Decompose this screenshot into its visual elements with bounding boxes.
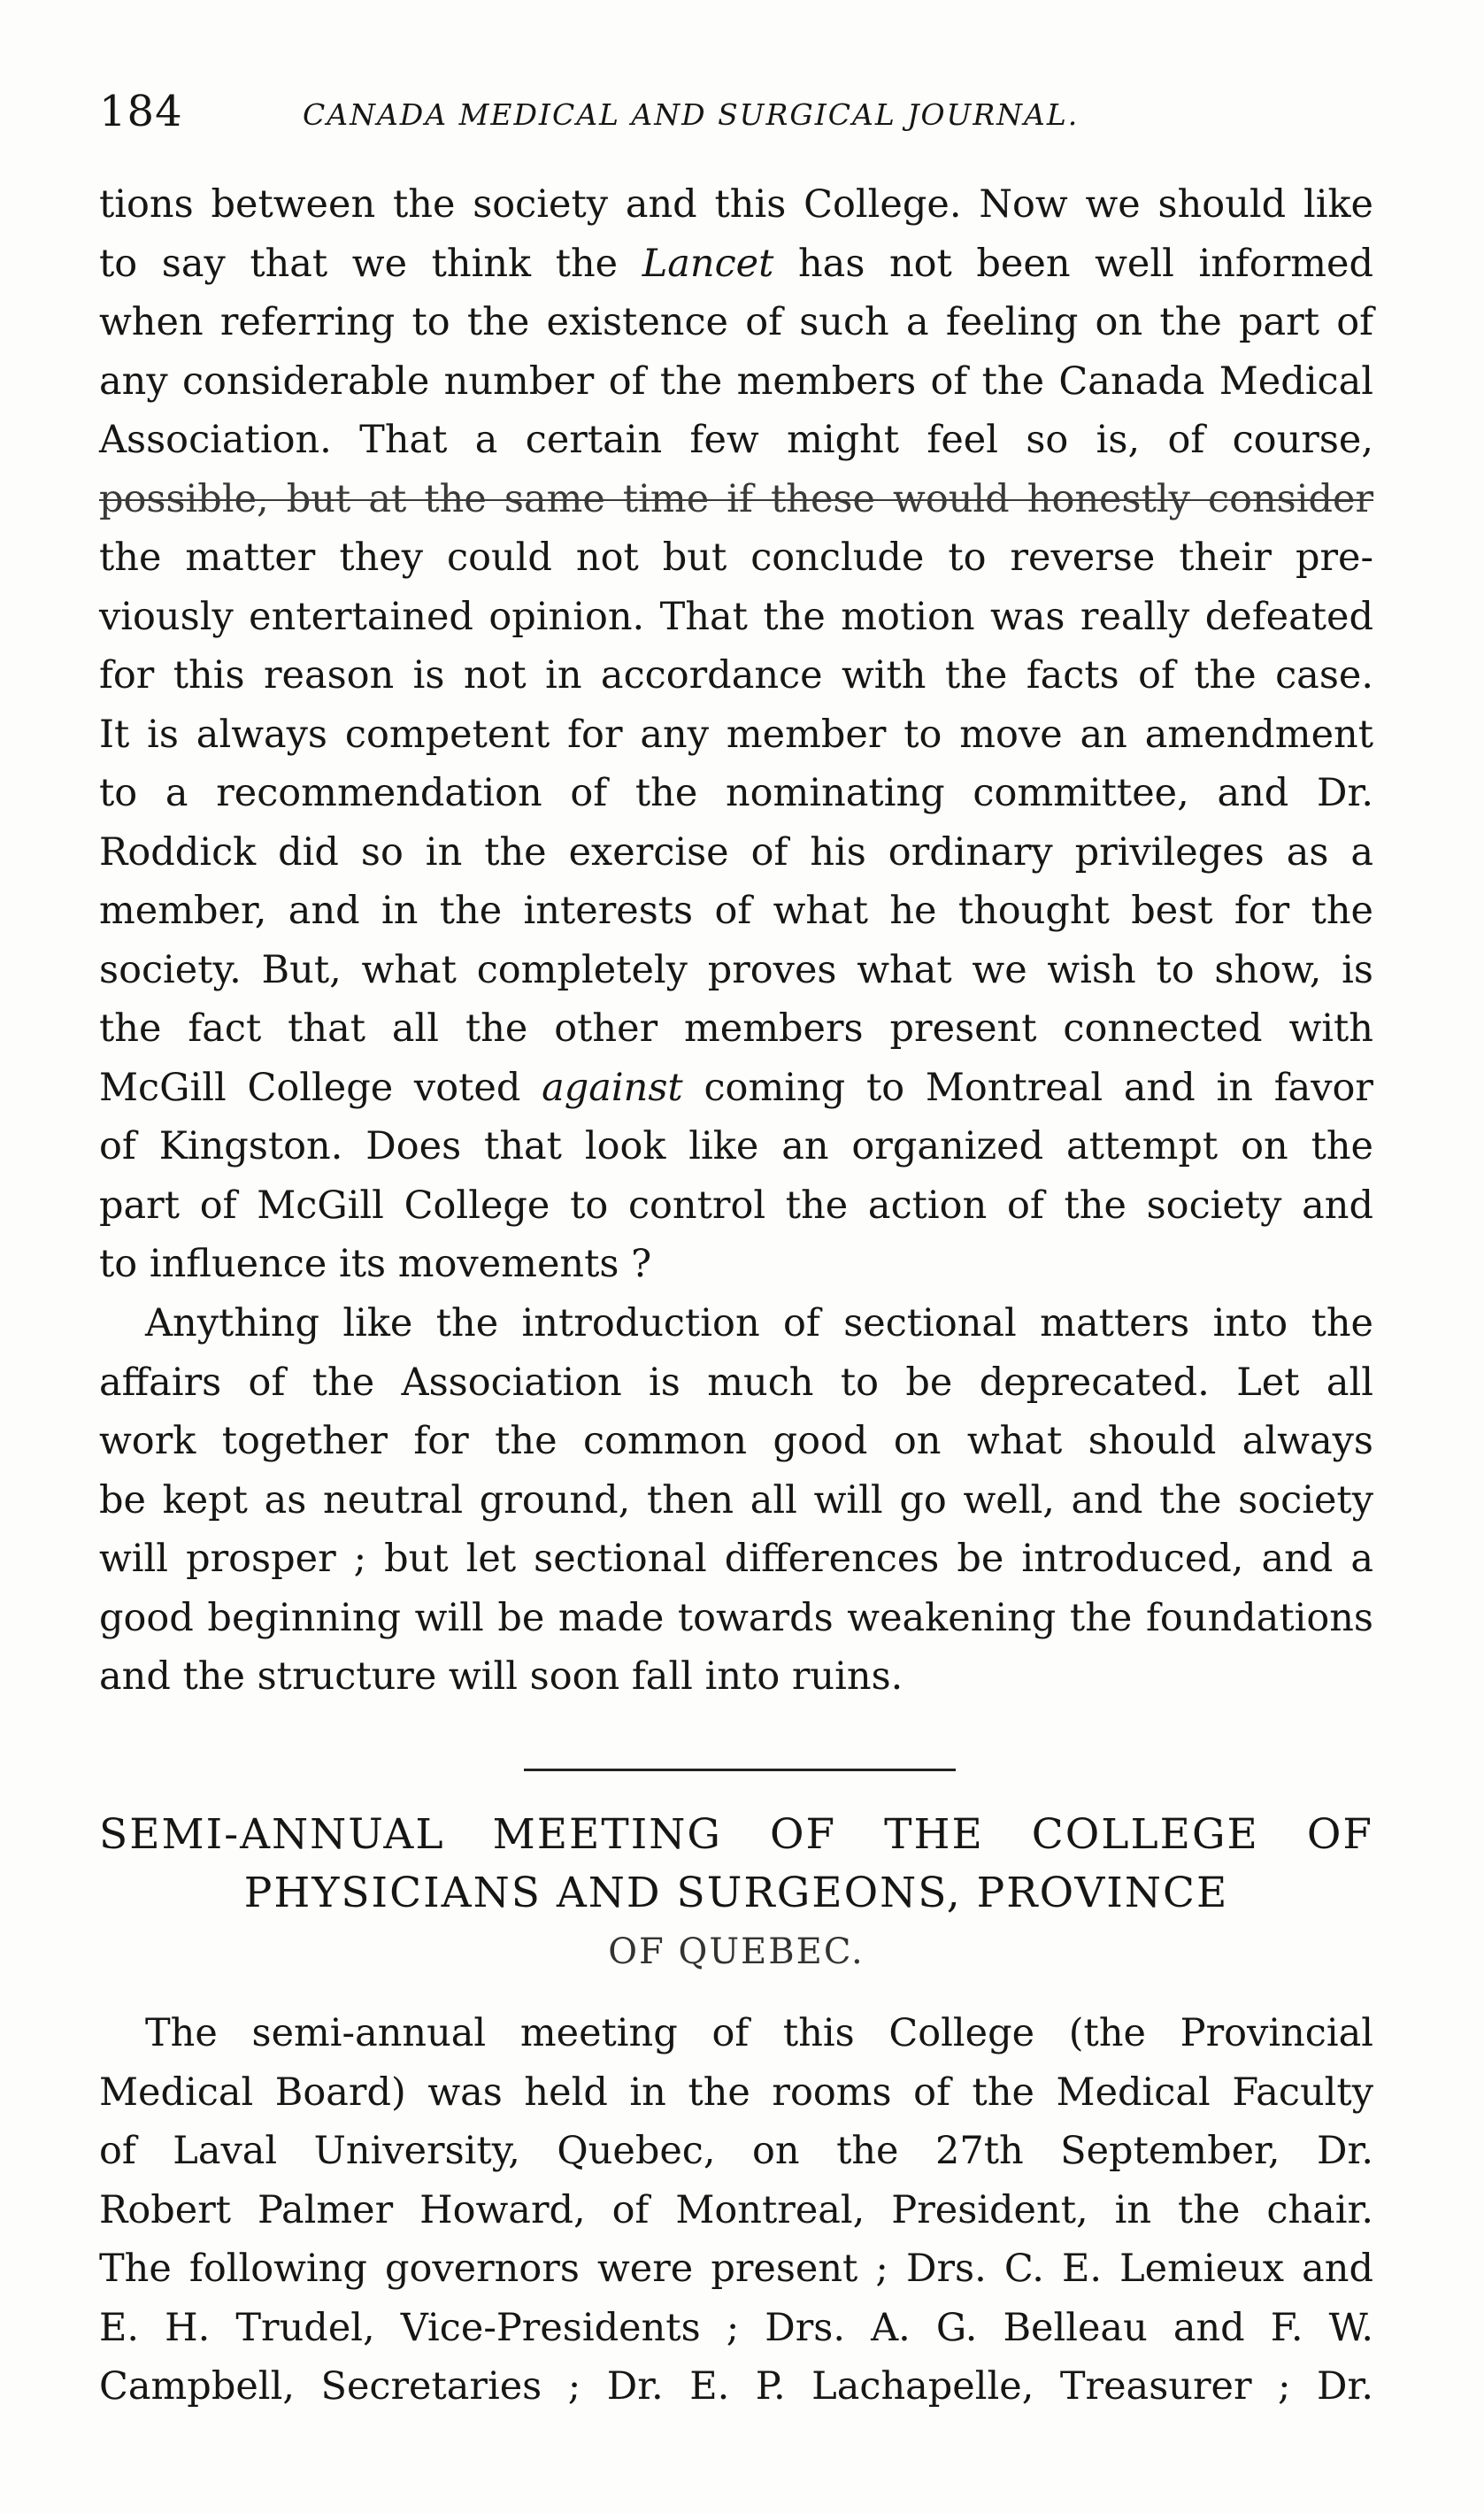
text-line: The following governors were present ; Drs. C. E. Lemieux and: [99, 2247, 1373, 2291]
text-line: be kept as neutral ground, then all will go well, and the society: [99, 1477, 1373, 1522]
text-line: work together for the common good on what should always: [99, 1419, 1373, 1463]
text-line: [99, 1059, 1373, 1118]
text-line: will prosper ; but let sectional differences be introduced, and a: [99, 1537, 1373, 1581]
heading-line: PHYSICIANS AND SURGEONS, PROVINCE: [243, 1869, 1229, 1917]
struck-text-line: possible, but at the same time if these would honestly consider: [99, 476, 1373, 521]
editorial-paragraph-2: [99, 1294, 1373, 1707]
text-line: of Kingston. Does that look like an organized attempt on the: [99, 1124, 1373, 1168]
text-segment: has not been well informed: [773, 241, 1373, 286]
text-line: Campbell, Secretaries ; Dr. E. P. Lachapelle, Treasurer ; Dr.: [99, 2364, 1373, 2409]
section-heading: [99, 1806, 1373, 1981]
text-line: affairs of the Association is much to be deprecated. Let all: [99, 1360, 1373, 1405]
text-segment: coming to Montreal and in favor: [682, 1065, 1373, 1110]
text-line: society. But, what completely proves what we wish to show, is: [99, 947, 1373, 992]
text-line: It is always competent for any member to move an amendment: [99, 712, 1373, 757]
text-line: Medical Board) was held in the rooms of the Medical Faculty: [99, 2070, 1373, 2115]
text-line: when referring to the existence of such a feeling on the part of: [99, 300, 1373, 344]
page-number: 184: [99, 87, 183, 136]
italic-title-lancet: Lancet: [642, 241, 774, 286]
text-line: good beginning will be made towards weakening the foundations: [99, 1595, 1373, 1640]
section-divider: [524, 1769, 956, 1771]
text-line: the fact that all the other members present connected with: [99, 1006, 1373, 1051]
text-line: [99, 235, 1373, 294]
heading-line: OF QUEBEC.: [608, 1931, 865, 1972]
text-line: to a recommendation of the nominating committee, and Dr.: [99, 771, 1373, 815]
text-line: viously entertained opinion. That the motion was really defeated: [99, 594, 1373, 639]
italic-word-against: against: [542, 1065, 683, 1110]
text-line: any considerable number of the members of the Canada Medical: [99, 358, 1373, 404]
text-line: tions between the society and this College. Now we should like: [99, 182, 1373, 227]
text-line: of Laval University, Quebec, on the 27th September, Dr.: [99, 2129, 1373, 2173]
text-line: and the structure will soon fall into ruins.: [99, 1654, 903, 1699]
text-line: Robert Palmer Howard, of Montreal, President, in the chair.: [99, 2187, 1373, 2232]
text-line: Roddick did so in the exercise of his ordinary privileges as a: [99, 829, 1373, 875]
text-line: E. H. Trudel, Vice-Presidents ; Drs. A. G. Belleau and F. W.: [99, 2305, 1373, 2350]
editorial-paragraph-1: [99, 175, 1373, 1294]
journal-title: CANADA MEDICAL AND SURGICAL JOURNAL.: [303, 97, 1080, 132]
text-line: member, and in the interests of what he thought best for the: [99, 889, 1373, 933]
text-segment: to say that we think the: [99, 241, 642, 286]
heading-line: SEMI-ANNUAL MEETING OF THE COLLEGE OF: [99, 1810, 1373, 1859]
text-line: the matter they could not but conclude to reverse their pre-: [99, 536, 1373, 580]
meeting-report-paragraph: [99, 2004, 1373, 2417]
text-line: for this reason is not in accordance with the facts of the case.: [99, 653, 1373, 698]
text-line: to influence its movements ?: [99, 1242, 652, 1286]
text-segment: McGill College voted: [99, 1065, 542, 1110]
text-line: Association. That a certain few might feel so is, of course,: [99, 418, 1373, 462]
text-line: part of McGill College to control the action of the society and: [99, 1183, 1373, 1228]
running-head: [99, 87, 1391, 149]
text-line: Anything like the introduction of sectional matters into the: [145, 1301, 1373, 1345]
text-line: The semi-annual meeting of this College (the Provincial: [145, 2011, 1373, 2055]
